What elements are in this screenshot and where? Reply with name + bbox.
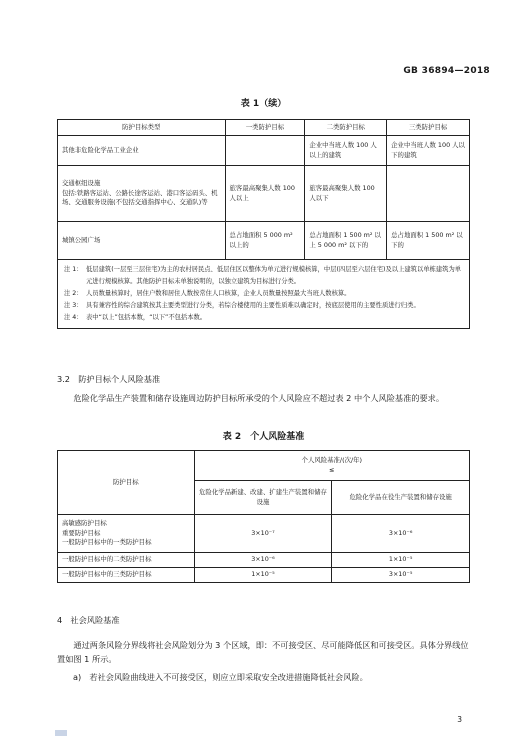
table-cell: 旅客最高聚集人数 100 人以上 xyxy=(225,166,305,222)
table1-notes xyxy=(58,260,470,329)
note-number: 注 2： xyxy=(64,289,83,297)
risk-header-symbol: ≤ xyxy=(329,465,335,474)
table-cell: 旅客最高聚集人数 100 人以下 xyxy=(305,166,387,222)
table-cell: 1×10⁻⁵ xyxy=(194,568,332,583)
table2-header-risk xyxy=(194,451,469,481)
note xyxy=(64,264,463,288)
table-cell: 交通枢纽设施 包括:铁路客运站、公路长途客运站、港口客运码头、机场、交通服务设施(不包括交通指挥中心、交通队)等 xyxy=(58,166,226,222)
table-cell: 3×10⁻⁵ xyxy=(332,568,470,583)
table2-header-target: 防护目标 xyxy=(58,451,195,515)
risk-header-label: 个人风险基准/(次/年) xyxy=(301,455,363,464)
table1-header-row xyxy=(58,120,470,136)
note-number: 注 1： xyxy=(64,266,83,273)
table-cell: 3×10⁻⁷ xyxy=(194,515,332,553)
note-text: 具有兼容性的综合建筑按其主要类型进行分类，若综合楼使用的主要性质难以确定时，按底层使用的主要性质进行归类。 xyxy=(86,301,420,309)
note xyxy=(64,300,463,312)
table-cell: 高敏感防护目标 重要防护目标 一般防护目标中的一类防护目标 xyxy=(58,515,195,553)
table-cell: 总占地面积 5 000 m² 以上的 xyxy=(225,222,305,260)
table-cell: 总占地面积 1 500 m² 以上 5 000 m² 以下的 xyxy=(305,222,387,260)
table-row xyxy=(58,136,470,166)
note-number: 注 3： xyxy=(64,301,83,309)
table-cell: 城镇公园广场 xyxy=(58,222,226,260)
table-cell: 一般防护目标中的三类防护目标 xyxy=(58,568,195,583)
note-text: 低层建筑(一层至三层住宅)为主的农村居民点、低层住区以整体为单元进行规模核算，中层(四层至六层住宅)及以上建筑以单栋建筑为单元进行规模核算。其他防护目标未单独说明的，以独立建筑为目标进行分类。 xyxy=(86,266,462,285)
note xyxy=(64,312,463,324)
table2-header-row xyxy=(58,451,470,481)
table2 xyxy=(57,450,470,583)
note-text: 表中“以上”包括本数，“以下”不包括本数。 xyxy=(86,313,207,321)
table-row xyxy=(58,222,470,260)
section-4-paragraph: 通过两条风险分界线将社会风险划分为 3 个区域，即：不可接受区、尽可能降低区和可接受区。具体分界线位置如图 1 所示。 xyxy=(57,640,469,665)
page-number: 3 xyxy=(457,715,462,724)
table1-notes-row xyxy=(58,260,470,329)
table-row xyxy=(58,515,470,553)
table-cell: 企业中当班人数 100 人以上的建筑 xyxy=(305,136,387,166)
table1-header-cell: 一类防护目标 xyxy=(225,120,305,136)
table-row xyxy=(58,568,470,583)
table2-header-new: 危险化学品新建、改建、扩建生产装置和储存设施 xyxy=(194,481,332,515)
section-3-2-paragraph: 危险化学品生产装置和储存设施周边防护目标所承受的个人风险应不超过表 2 中个人风险基准的要求。 xyxy=(73,393,445,403)
table-cell: 总占地面积 1 500 m² 以下的 xyxy=(387,222,470,260)
note-text: 人员数量核算时，居住户数和居住人数按常住人口核算，企业人员数量按照最大当班人数核算。 xyxy=(86,289,351,297)
table-row xyxy=(58,166,470,222)
table-cell xyxy=(225,136,305,166)
table1-header-cell: 防护目标类型 xyxy=(58,120,226,136)
table-cell: 其他非危险化学品工业企业 xyxy=(58,136,226,166)
table-cell: 3×10⁻⁶ xyxy=(194,553,332,568)
table-cell: 1×10⁻⁵ xyxy=(332,553,470,568)
table1-header-cell: 三类防护目标 xyxy=(387,120,470,136)
table1 xyxy=(57,119,470,329)
table2-header-existing: 危险化学品在役生产装置和储存设施 xyxy=(332,481,470,515)
table1-caption: 表 1（续） xyxy=(240,99,287,109)
note-number: 注 4： xyxy=(64,313,83,321)
note xyxy=(64,288,463,300)
table-cell xyxy=(387,166,470,222)
standard-number: GB 36894—2018 xyxy=(403,66,490,76)
table-cell: 一般防护目标中的二类防护目标 xyxy=(58,553,195,568)
table2-caption: 表 2 个人风险基准 xyxy=(222,432,305,442)
section-4-item-a: a) 若社会风险曲线进入不可接受区，则应立即采取安全改进措施降低社会风险。 xyxy=(73,672,368,682)
table-cell: 企业中当班人数 100 人以下的建筑 xyxy=(387,136,470,166)
table-cell: 3×10⁻⁶ xyxy=(332,515,470,553)
table1-header-cell: 二类防护目标 xyxy=(305,120,387,136)
watermark-mark xyxy=(55,730,67,736)
table-row xyxy=(58,553,470,568)
section-4-heading: 4 社会风险基准 xyxy=(57,615,120,625)
section-3-2-heading: 3.2 防护目标个人风险基准 xyxy=(57,374,161,384)
